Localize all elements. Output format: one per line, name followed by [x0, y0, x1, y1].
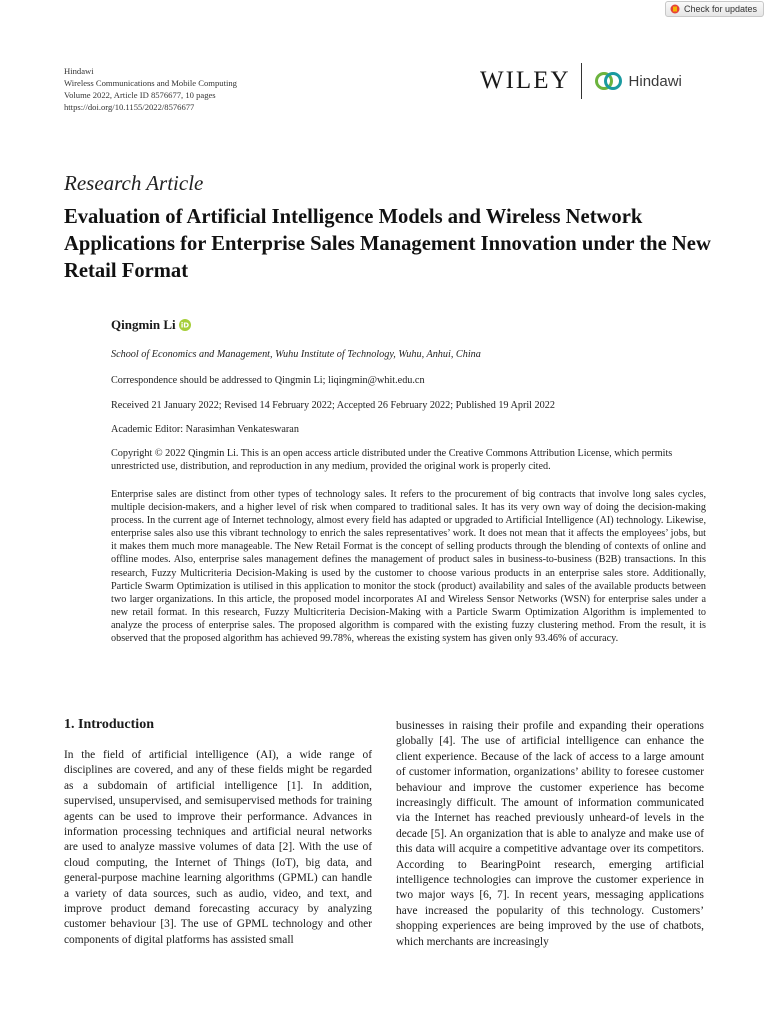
logo-divider — [581, 63, 582, 99]
left-column — [64, 716, 372, 948]
publication-dates: Received 21 January 2022; Revised 14 February 2022; Accepted 26 February 2022; Published 19 April 2022 — [111, 400, 555, 411]
orcid-icon[interactable] — [179, 319, 191, 331]
correspondence: Correspondence should be addressed to Qingmin Li; liqingmin@whit.edu.cn — [111, 375, 425, 386]
intro-paragraph-left: In the field of artificial intelligence (AI), a wide range of disciplines are covered, and any of these fields might be regarded as a subdomain of artificial intelligence [1]. In addition, supervised, unsupervised, and semisupervised methods for training agents can be used to improve their performance. Advances in information processing techniques and artificial neural networks are used to analyze massive volumes of data [2]. With the use of cloud computing, the Internet of Things (IoT), big data, and general-purpose machine learning algorithms (GPML) can handle a variety of data sources, such as audio, video, and text, and improve product demand forecasting accuracy by analyzing customer behaviour [3]. The use of GPML technology and other components of digital platforms has assisted small — [64, 749, 372, 946]
author — [111, 317, 191, 333]
copyright-notice: Copyright © 2022 Qingmin Li. This is an open access article distributed under the Creative Commons Attribution License, which permits unrestricted use, distribution, and reproduction in any medium, provided the original work is properly cited. — [111, 448, 673, 472]
academic-editor: Academic Editor: Narasimhan Venkateswaran — [111, 424, 299, 435]
right-column — [396, 719, 704, 950]
publisher-name: Hindawi — [64, 66, 94, 76]
check-for-updates-label: Check for updates — [683, 4, 757, 14]
check-for-updates-button[interactable] — [665, 1, 764, 17]
journal-info — [64, 65, 237, 113]
check-for-updates-icon — [670, 4, 680, 14]
hindawi-logo-icon — [594, 71, 624, 91]
doi-link[interactable]: https://doi.org/10.1155/2022/8576677 — [64, 102, 195, 112]
wiley-logo-text: WILEY — [480, 67, 571, 94]
article-type: Research Article — [64, 171, 204, 195]
publisher-logo — [480, 62, 682, 100]
affiliation: School of Economics and Management, Wuhu Institute of Technology, Wuhu, Anhui, China — [111, 349, 481, 360]
intro-paragraph-right: businesses in raising their profile and expanding their operations globally [4]. The use of artificial intelligence can enhance the client experience. Because of the lack of access to a large amount of customer information, organizations’ ability to foresee customer behaviour and improve the customer experience has become increasingly difficult. The amount of information communicated via the Internet has reached previously unheard-of levels in the decade [5]. An organization that is able to analyze and make use of this data will acquire a competitive advantage over its competitors. According to BearingPoint research, emerging artificial intelligence technologies can improve the customer experience in two major ways [6, 7]. In recent years, messaging applications have increased the popularity of this technology. Customers’ shopping experiences are being improved by the use of chatbots, which merchants are increasingly — [396, 720, 704, 948]
journal-name: Wireless Communications and Mobile Computing — [64, 78, 237, 88]
svg-text:iD: iD — [180, 321, 189, 330]
volume-line: Volume 2022, Article ID 8576677, 10 pages — [64, 90, 216, 100]
paper-title: Evaluation of Artificial Intelligence Models and Wireless Network Applications for Enterprise Sales Management Innovation under the New Retail Format — [64, 206, 711, 282]
section-heading: 1. Introduction — [64, 717, 154, 732]
abstract: Enterprise sales are distinct from other types of technology sales. It refers to the procurement of big contracts that involve long sales cycles, multiple decision-makers, and a higher level of risk when compared to traditional sales. It has its very own way of doing the decision-making process. In the current age of Internet technology, almost every field has adapted or upgraded to Artificial Intelligence (AI) technology. Likewise, enterprise sales also use this vibrant technology to enrich the sales representatives’ work. It does not mean that it affects the employees’ jobs, but it makes them much more manageable. The New Retail Format is the concept of selling products through the blending of contexts of online and offline modes. Also, enterprise sales management defines the management of product sales in business-to-business (B2B) transactions. In this research, Fuzzy Multicriteria Decision-Making is used by the customer to choose various products in an enterprise sales store. Additionally, Particle Swarm Optimization is utilised in this application to monitor the stock (product) availability and sales of the available products between two larger organizations. In this article, the proposed model incorporates AI and Wireless Sensor Networks (WSN) for enterprise sales under a new retail format. In this research, Fuzzy Multicriteria Decision-Making with a Particle Swarm Optimization Algorithm is implemented to analyze the process of enterprise sales. The proposed algorithm is compared with the existing fuzzy clustering method. From the result, it is observed that the proposed algorithm has achieved 99.78%, whereas the existing system has given only 93.46% of accuracy. — [111, 489, 706, 645]
hindawi-logo-text: Hindawi — [628, 72, 682, 90]
author-name[interactable]: Qingmin Li — [111, 317, 176, 332]
